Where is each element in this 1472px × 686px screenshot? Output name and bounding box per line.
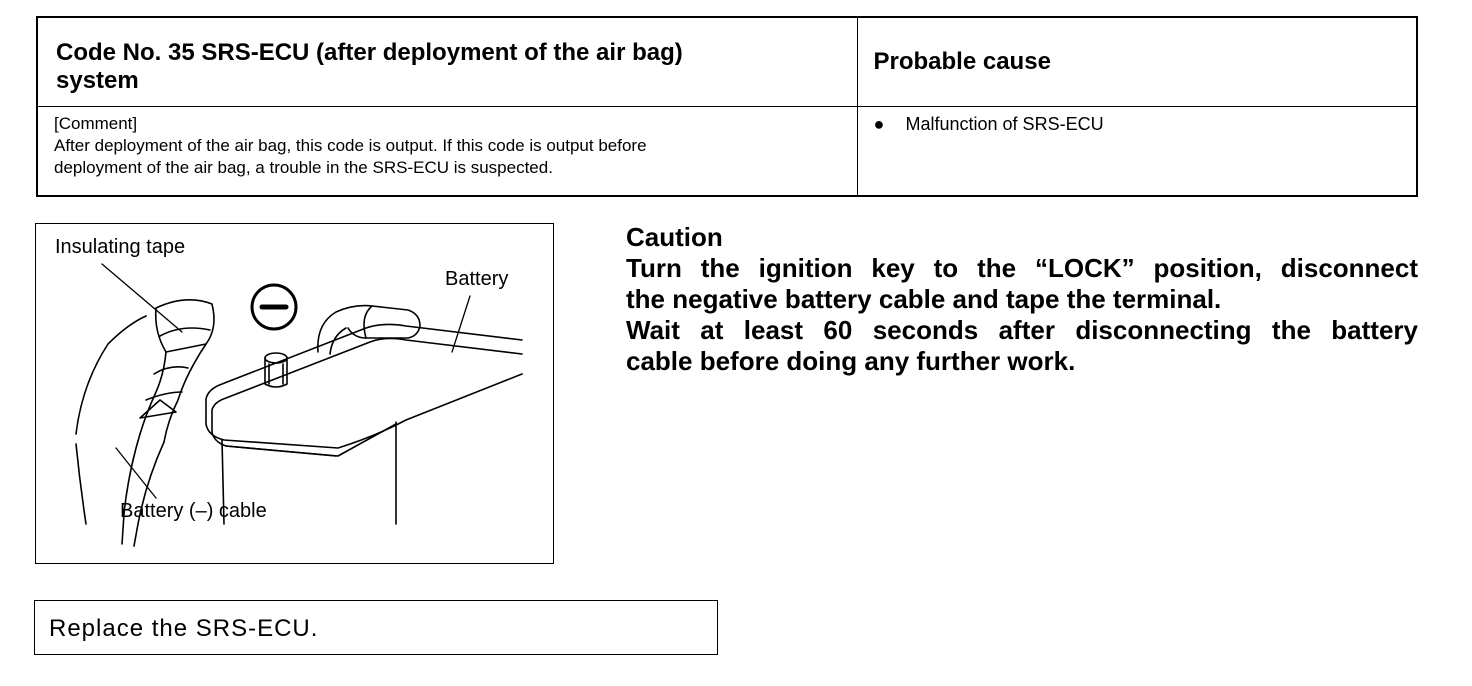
leader-lines [102,264,470,498]
terminal-cap [318,306,420,354]
battery-body [206,324,522,524]
comment-line2: deployment of the air bag, a trouble in the SRS-ECU is suspected. [54,158,553,177]
probable-cause-item: Malfunction of SRS-ECU [905,114,1104,134]
battery-label: Battery [445,268,509,290]
insulating-tape-label: Insulating tape [55,236,186,258]
table-header-row [37,17,1417,107]
action-box [34,600,718,655]
diagnosis-code-table [36,16,1418,197]
probable-cause-cell [857,107,1417,197]
comment-line1: After deployment of the air bag, this code is output. If this code is output before [54,136,647,155]
caution-heading: Caution [626,222,723,252]
code-title-cell [37,17,857,107]
comment-cell [37,107,857,197]
caution-block [626,222,1418,377]
code-title-line2: system [56,67,139,94]
battery-illustration [35,223,554,564]
caution-line3: Wait at least 60 seconds after disconnecting the battery [626,315,1418,345]
action-text: Replace the SRS-ECU. [49,615,319,642]
probable-cause-header: Probable cause [857,17,1417,107]
caution-line1: Turn the ignition key to the “LOCK” position, disconnect [626,253,1418,283]
table-body-row [37,107,1417,197]
comment-label: [Comment] [54,114,138,133]
negative-terminal [265,353,287,387]
bullet-icon: ● [873,114,885,134]
minus-symbol-icon [252,285,296,329]
caution-line2: the negative battery cable and tape the terminal. [626,284,1222,314]
battery-cable-label: Battery (–) cable [120,500,267,522]
code-title-line1: Code No. 35 SRS-ECU (after deployment of the air bag) [56,39,683,66]
caution-line4: cable before doing any further work. [626,346,1076,376]
